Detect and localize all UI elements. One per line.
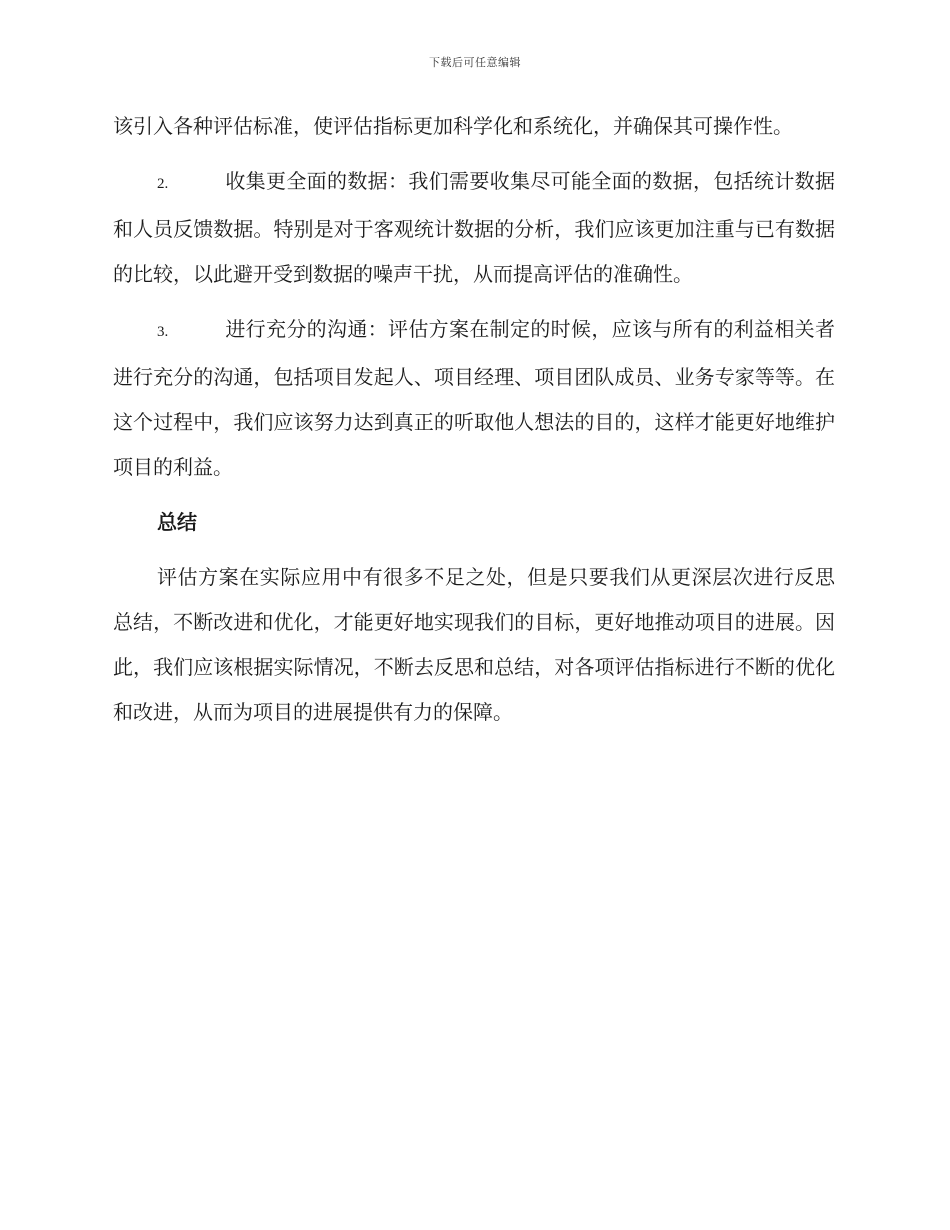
header-note: 下载后可任意编辑 (429, 56, 521, 69)
list-item-text: 收集更全面的数据：我们需要收集尽可能全面的数据，包括统计数据和人员反馈数据。特别是对于客观统计数据的分析，我们应该更加注重与已有数据的比较，以此避开受到数据的噪声干扰，从而提高评估的准确性。 (113, 169, 835, 286)
document-body (113, 104, 835, 735)
summary-paragraph: 评估方案在实际应用中有很多不足之处，但是只要我们从更深层次进行反思总结，不断改进和优化，才能更好地实现我们的目标，更好地推动项目的进展。因此，我们应该根据实际情况，不断去反思和总结，对各项评估指标进行不断的优化和改进，从而为项目的进展提供有力的保障。 (113, 565, 835, 724)
list-item-text: 进行充分的沟通：评估方案在制定的时候，应该与所有的利益相关者进行充分的沟通，包括项目发起人、项目经理、项目团队成员、业务专家等等。在这个过程中，我们应该努力达到真正的听取他人想法的目的，这样才能更好地维护项目的利益。 (113, 317, 835, 479)
continued-paragraph: 该引入各种评估标准，使评估指标更加科学化和系统化，并确保其可操作性。 (113, 114, 793, 138)
list-number: 3. (157, 324, 169, 340)
section-heading-summary: 总结 (157, 510, 197, 534)
list-item-2 (113, 159, 835, 297)
list-item-3 (113, 307, 835, 490)
spacer (113, 545, 835, 555)
list-number: 2. (157, 176, 169, 192)
spacer (113, 490, 835, 500)
spacer (113, 149, 835, 159)
spacer (113, 297, 835, 307)
